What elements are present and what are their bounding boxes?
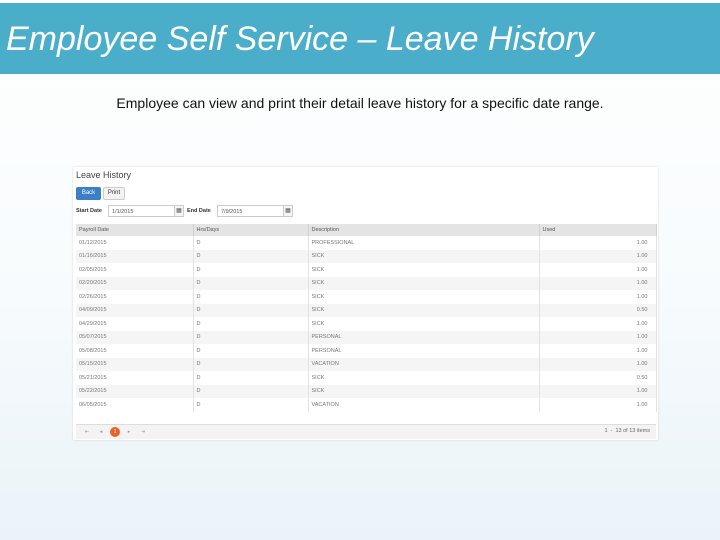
table-row[interactable] xyxy=(76,344,656,358)
description-cell: SICK xyxy=(308,317,539,331)
pager-info: 1 - 13 of 13 items xyxy=(604,428,650,434)
description-cell: PERSONAL xyxy=(308,331,539,345)
payroll-date-cell: 02/20/2015 xyxy=(76,277,193,291)
slide-subtitle: Employee can view and print their detail leave history for a specific date range. xyxy=(116,95,604,111)
panel-title: Leave History xyxy=(76,170,132,180)
pager xyxy=(76,424,656,439)
calendar-icon[interactable]: ▦ xyxy=(283,205,293,217)
page-input[interactable]: 1 xyxy=(604,428,608,434)
end-date-label: End Date xyxy=(187,208,211,214)
last-page-icon[interactable]: ⇥ xyxy=(140,429,146,435)
start-date-input[interactable]: 1/1/2015 xyxy=(108,205,176,217)
description-cell: PERSONAL xyxy=(308,344,539,358)
used-cell: 1.00 xyxy=(539,385,656,399)
used-cell: 1.00 xyxy=(539,263,656,277)
hrs-days-cell: D xyxy=(193,358,308,372)
description-cell: SICK xyxy=(308,250,539,264)
end-date-input[interactable]: 7/9/2015 xyxy=(217,205,285,217)
hrs-days-cell: D xyxy=(193,344,308,358)
description-cell: SICK xyxy=(308,385,539,399)
description-cell: SICK xyxy=(308,371,539,385)
table-row[interactable] xyxy=(76,358,656,372)
payroll-date-cell: 02/05/2015 xyxy=(76,263,193,277)
used-cell: 1.00 xyxy=(539,331,656,345)
hrs-days-cell: D xyxy=(193,277,308,291)
start-date-label: Start Date xyxy=(76,208,102,214)
used-cell: 1.00 xyxy=(539,344,656,358)
description-cell: SICK xyxy=(308,290,539,304)
table-row[interactable] xyxy=(76,398,656,412)
hrs-days-cell: D xyxy=(193,236,308,250)
used-cell: 1.00 xyxy=(539,236,656,250)
table-row[interactable] xyxy=(76,331,656,345)
payroll-date-cell: 05/22/2015 xyxy=(76,385,193,399)
payroll-date-cell: 05/08/2015 xyxy=(76,344,193,358)
back-button[interactable]: Back xyxy=(76,187,101,200)
table-header-row xyxy=(76,224,656,236)
table-row[interactable] xyxy=(76,263,656,277)
description-cell: SICK xyxy=(308,263,539,277)
table-row[interactable] xyxy=(76,290,656,304)
hrs-days-cell: D xyxy=(193,385,308,399)
used-cell: 0.50 xyxy=(539,371,656,385)
title-bar xyxy=(0,3,720,74)
used-cell: 1.00 xyxy=(539,398,656,412)
slide-title: Employee Self Service – Leave History xyxy=(6,20,594,58)
prev-page-icon[interactable]: ◂ xyxy=(99,429,103,435)
hrs-days-cell: D xyxy=(193,304,308,318)
column-header[interactable]: Used xyxy=(539,224,656,236)
hrs-days-cell: D xyxy=(193,263,308,277)
description-cell: VACATION xyxy=(308,358,539,372)
first-page-icon[interactable]: ⇤ xyxy=(84,429,90,435)
payroll-date-cell: 01/16/2015 xyxy=(76,250,193,264)
description-cell: PROFESSIONAL xyxy=(308,236,539,250)
payroll-date-cell: 05/15/2015 xyxy=(76,358,193,372)
payroll-date-cell: 05/21/2015 xyxy=(76,371,193,385)
payroll-date-cell: 04/29/2015 xyxy=(76,317,193,331)
payroll-date-cell: 06/05/2015 xyxy=(76,398,193,412)
column-header[interactable]: Description xyxy=(308,224,539,236)
description-cell: VACATION xyxy=(308,398,539,412)
leave-history-table xyxy=(76,224,657,412)
print-button[interactable]: Print xyxy=(103,187,125,200)
table-row[interactable] xyxy=(76,236,656,250)
hrs-days-cell: D xyxy=(193,250,308,264)
payroll-date-cell: 04/09/2015 xyxy=(76,304,193,318)
item-count: 13 of 13 items xyxy=(615,428,650,434)
hrs-days-cell: D xyxy=(193,317,308,331)
next-page-icon[interactable]: ▸ xyxy=(127,429,131,435)
hrs-days-cell: D xyxy=(193,398,308,412)
column-header[interactable]: Payroll Date xyxy=(76,224,193,236)
column-header[interactable]: Hrs/Days xyxy=(193,224,308,236)
table-row[interactable] xyxy=(76,385,656,399)
payroll-date-cell: 05/07/2015 xyxy=(76,331,193,345)
hrs-days-cell: D xyxy=(193,371,308,385)
current-page-button[interactable]: 1 xyxy=(110,427,120,437)
table-row[interactable] xyxy=(76,277,656,291)
used-cell: 1.00 xyxy=(539,358,656,372)
used-cell: 1.00 xyxy=(539,277,656,291)
used-cell: 1.00 xyxy=(539,250,656,264)
description-cell: SICK xyxy=(308,304,539,318)
hrs-days-cell: D xyxy=(193,331,308,345)
used-cell: 1.00 xyxy=(539,317,656,331)
table-row[interactable] xyxy=(76,317,656,331)
used-cell: 1.00 xyxy=(539,290,656,304)
table-row[interactable] xyxy=(76,371,656,385)
leave-history-panel xyxy=(73,167,658,440)
used-cell: 0.50 xyxy=(539,304,656,318)
hrs-days-cell: D xyxy=(193,290,308,304)
payroll-date-cell: 01/12/2015 xyxy=(76,236,193,250)
table-row[interactable] xyxy=(76,304,656,318)
payroll-date-cell: 02/26/2015 xyxy=(76,290,193,304)
table-row[interactable] xyxy=(76,250,656,264)
description-cell: SICK xyxy=(308,277,539,291)
calendar-icon[interactable]: ▦ xyxy=(174,205,184,217)
